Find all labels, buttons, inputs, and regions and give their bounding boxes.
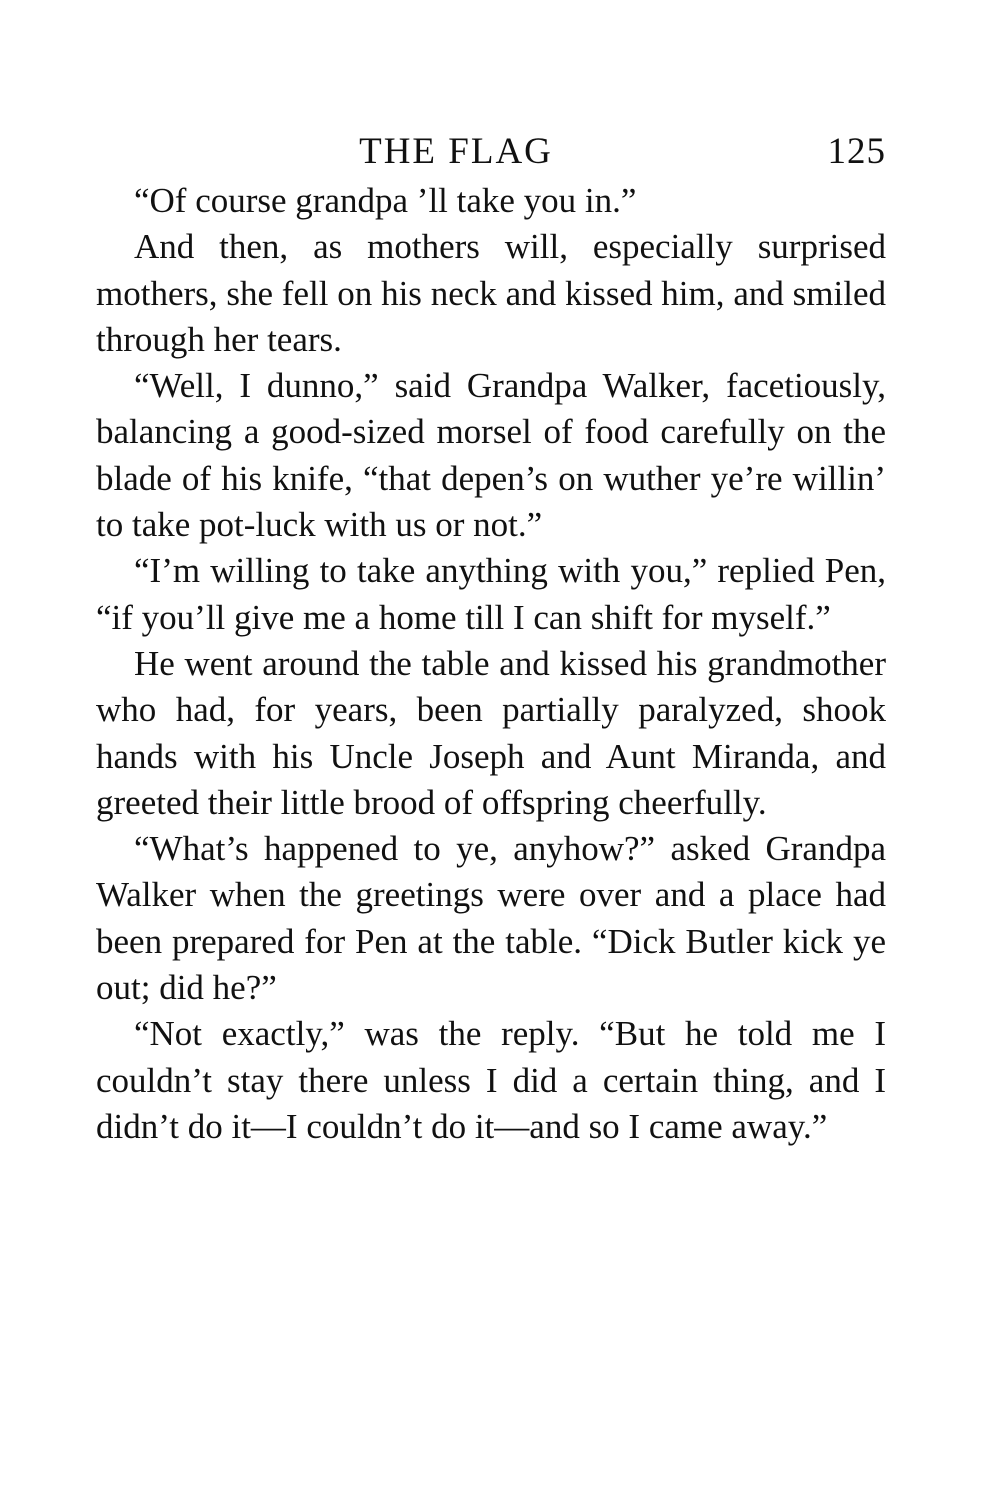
- page-number: 125: [827, 131, 886, 172]
- paragraph: “Well, I dunno,” said Grandpa Walker, facetiously, balancing a good-sized morsel of food carefully on the blade of his knife, “that depen’s on wuther ye’re willin’ to take pot-luck with us or not.”: [96, 366, 886, 545]
- paragraph: “Not exactly,” was the reply. “But he told me I couldn’t stay there unless I did a certain thing, and I didn’t do it—I couldn’t do it—and so I came away.”: [96, 1014, 886, 1146]
- paragraph: He went around the table and kissed his grandmother who had, for years, been partially paralyzed, shook hands with his Uncle Joseph and Aunt Miranda, and greeted their little brood of offspring cheerfully.: [96, 643, 886, 822]
- body-text: [96, 178, 886, 1150]
- paragraph: “What’s happened to ye, anyhow?” asked Grandpa Walker when the greetings were over and a place had been prepared for Pen at the table. “Dick Butler kick ye out; did he?”: [96, 829, 886, 1008]
- paragraph: And then, as mothers will, especially surprised mothers, she fell on his neck and kissed him, and smiled through her tears.: [96, 227, 886, 359]
- paragraph: “Of course grandpa ’ll take you in.”: [134, 181, 637, 220]
- chapter-title: THE FLAG: [359, 131, 553, 172]
- paragraph: “I’m willing to take anything with you,” replied Pen, “if you’ll give me a home till I can shift for myself.”: [96, 551, 886, 637]
- running-head: [96, 128, 886, 176]
- book-page: [96, 128, 886, 1150]
